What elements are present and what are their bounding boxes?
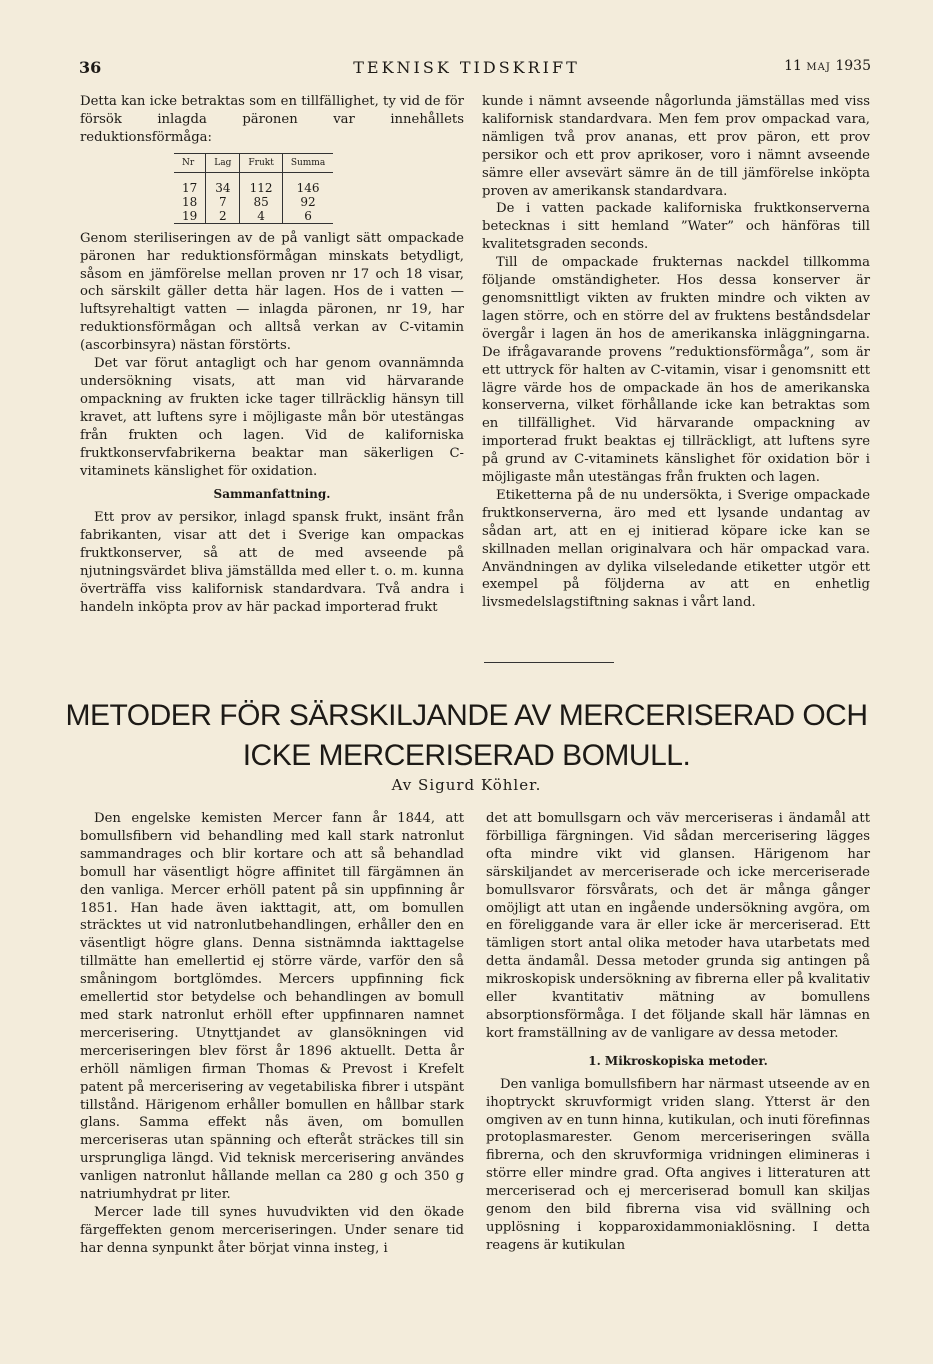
section-divider [484,662,614,663]
reduction-table [174,153,333,224]
date-day: 11 [784,58,802,74]
table-cell: 92 [282,195,333,209]
page-number: 36 [79,58,102,77]
left-column-top [80,93,464,617]
paragraph: Den vanliga bomullsfibern har närmast utseende av en ihoptryckt skruvformigt vriden slang. Ytterst är den omgiven av en tunn hinna, kutikulan, och inuti förefinnas protoplasmarester. Genom merceriseringen svälla fibrerna, och den skruvformiga vridningen elimineras i större eller mindre grad. Ofta angives i litteraturen att merceriserad och ej merceriserad bomull kan skiljas genom den bild fibrerna visa vid svällning och upplösning i kopparoxidammoniaklösning. I detta reagens är kutikulan [486,1076,870,1253]
table-header: Nr [174,153,206,172]
issue-date [784,58,871,74]
table-cell: 85 [240,195,282,209]
paragraph: Genom steriliseringen av de på vanligt sätt ompackade päronen har reduktionsförmågan minskats betydligt, såsom en jämförelse mellan proven nr 17 och 18 visar, och särskilt gäller detta här lagen. Hos de i vatten — luftsyrehaltigt vatten — inlagda päronen, nr 19, har reduktionsförmågan och alltså verkan av C-vitamin (ascorbinsyra) nästan förstörts. [80,230,464,354]
summary-heading: Sammanfattning. [213,487,331,502]
left-column-bottom [80,810,464,1258]
paragraph: Mercer lade till synes huvudvikten vid den ökade färgeffekten genom merceriseringen. Under senare tid har denna synpunkt åter börjat vinna insteg, i [80,1204,464,1256]
page-header [0,56,933,80]
table-row [174,209,333,224]
author-end: . [535,776,542,794]
table-cell: 18 [182,194,198,209]
table-header: Frukt [240,153,282,172]
table-cell: 19 [174,209,206,224]
table-cell: 34 [206,172,240,195]
right-column-bottom [486,810,870,1255]
paragraph: Etiketterna på de nu undersökta, i Sverige ompackade fruktkonserverna, äro med ett lysande undantag av sådan art, att en ej initierad köpare icke kan se skillnaden mellan originalvara och här ompackad vara. Användningen av dylika vilseledande etiketter utgör ett exempel på följderna av att en enhetlig livsmedelslagstiftning saknas i vårt land. [482,487,870,611]
table-cell: 112 [240,172,282,195]
paragraph: det att bomullsgarn och väv merceriseras i ändamål att förbilliga färgningen. Vid sådan mercerisering lägges ofta mindre vikt vid glansen. Härigenom har särskiljandet av merceriserade och icke merceriserade bomullsvaror försvårats, och det är många gånger omöjligt att utan en ingående undersökning avgöra, om en föreliggande vara är eller icke är merceriserad. Ett tämligen stort antal olika metoder hava utarbetats med detta ändamål. Dessa metoder grunda sig antingen på mikroskopisk undersökning av fibrerna eller på kvalitativ eller kvantitativ mätning av bomullens absorptionsförmåga. I det följande skall här lämnas en kort framställning av de vanligare av dessa metoder. [486,811,870,1041]
paragraph: Det var förut antagligt och har genom ovannämnda undersökning visats, att man vid härvarande ompackning av frukten icke tager tillräcklig hänsyn till kravet, att luftens syre i möjligaste mån bör utestängas från frukten och lagen. Vid de kaliforniska fruktkonservfabrikerna beaktar man säkerligen C-vitaminets känslighet för oxidation. [80,356,464,479]
author-byline [0,776,933,794]
author-last-name: Köhler [480,776,536,794]
paragraph: Ett prov av persikor, inlagd spansk frukt, insänt från fabrikanten, visar att det i Sverige kan ompackas fruktkonserver, så att de med avseende på njutningsvärdet bliva jämställda med eller t. o. m. kunna överträffa viss kalifornisk standardvara. Två andra i handeln inköpta prov av här packad importerad frukt [80,510,464,615]
right-column-top [482,93,870,612]
table-cell: 4 [240,209,282,224]
paragraph: kunde i nämnt avseende någorlunda jämställas med viss kalifornisk standardvara. Men fem prov ompackad vara, nämligen två prov ananas, ett prov päron, ett prov persikor och ett prov aprikoser, voro i nämnt avseende sämre eller avsevärt sämre än de till jämförelse inköpta proven av amerikansk standardvara. [482,94,870,199]
paragraph: De i vatten packade kaliforniska fruktkonserverna betecknas i sitt hemland ”Water” och hänföras till kvalitetsgraden seconds. [482,201,870,253]
date-year: 1935 [835,58,871,74]
table-header-row [174,153,333,172]
paragraph: Till de ompackade frukternas nackdel tillkomma följande omständigheter. Hos dessa konserver är genomsnittligt vikten av frukten mindre och vikten av lagen större, och en större del av fruktens beståndsdelar övergår i lagen än hos de amerikanska inläggningarna. De ifrågavarande provens ”reduktionsförmåga”, som är ett uttryck för halten av C-vitamin, visar i genomsnitt ett lägre värde hos de ompackade än hos de amerikanska konserverna, vilket förhållande icke kan betraktas som en tillfällighet. Vid härvarande ompackning av importerad frukt beaktas ej tillräckligt, att luftens syre på grund av C-vitaminets känslighet för oxidation bör i möjligaste mån utestängas från frukten och lagen. [482,255,870,486]
article-title-line: METODER FÖR SÄRSKILJANDE AV MERCERISERAD OCH [65,699,868,732]
table-cell: 7 [206,195,240,209]
journal-title: TEKNISK TIDSKRIFT [353,58,580,77]
table-cell: 6 [282,209,333,224]
article-title [0,696,933,776]
intro-paragraph: Detta kan icke betraktas som en tillfällighet, ty vid de för försök inlagda päronen var innehållets reduktionsförmåga: [80,94,464,145]
author-prefix: Av [391,776,413,794]
article-title-line: ICKE MERCERISERAD BOMULL. [242,739,691,772]
table-cell: 2 [206,209,240,224]
date-month: MAJ [806,62,831,73]
table-header: Summa [282,153,333,172]
author-first-name: Sigurd [418,776,476,794]
table-cell: 17 [182,180,198,195]
table-header: Lag [206,153,240,172]
paragraph: Den engelske kemisten Mercer fann år 1844, att bomullsfibern vid behandling med kall stark natronlut sammandrages och blir kortare och att så behandlad bomull har väsentligt högre affinitet till färgämnen än den vanliga. Mercer erhöll patent på sin uppfinning år 1851. Han hade även iakttagit, att, om bomullen sträcktes ut vid natronlutbehandlingen, erhåller den en väsentligt högre glans. Denna sistnämnda iakttagelse tillmätte han emellertid ej större värde, varför den så småningom bortglömdes. Mercers uppfinning fick emellertid stor betydelse och behandlingen av bomull med stark natronlut erhöll efter uppfinnaren namnet mercerisering. Utnyttjandet av glansökningen vid merceriseringen blev först år 1896 aktuellt. Detta år erhöll nämligen firman Thomas & Prevost i Krefelt patent på mercerisering av vegetabiliska fibrer i utspänt tillstånd. Härigenom erhåller bomullen en hållbar stark glans. Samma effekt nås även, om bomullen merceriseras utan spänning och efteråt sträckes till sin ursprungliga längd. Vid teknisk mercerisering användes vanligen natronlut hållande mellan ca 280 g och 350 g natriumhydrat pr liter. [80,811,464,1203]
table-cell: 146 [282,172,333,195]
table-row [174,195,333,209]
table-row [174,172,333,195]
section-heading: 1. Mikroskopiska metoder. [588,1053,768,1068]
